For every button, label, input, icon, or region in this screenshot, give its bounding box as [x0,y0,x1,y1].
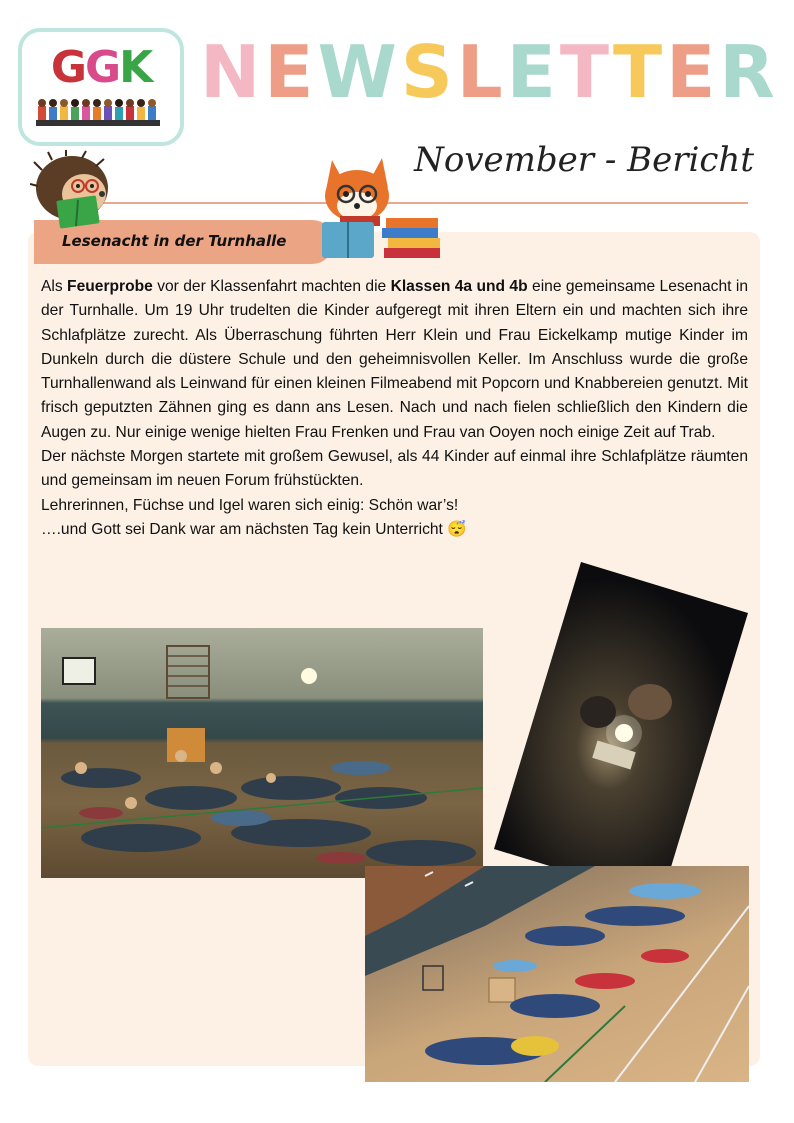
paragraph-4 [41,518,748,542]
photo-gym-movie-night [41,628,483,878]
sleeping-emoji-icon: 😴 [447,520,467,538]
hedgehog-reading-illustration [30,150,120,232]
paragraph-1 [41,275,748,445]
title-letter-2: E [264,30,318,114]
school-logo [18,28,184,146]
fox-reading-illustration [312,152,444,264]
paragraph-2: Der nächste Morgen startete mit großem Gewusel, als 44 Kinder auf einmal ihre Schlafplätze räumten und gemeinsam im neuen Forum frühstückten. [41,448,748,490]
article-body [41,275,748,542]
paragraph-3: Lehrerinnen, Füchse und Igel waren sich einig: Schön war’s! [41,496,459,514]
section-title: Lesenacht in der Turnhalle [62,232,287,250]
p1-bold-a: Feuerprobe [67,278,153,295]
newsletter-title [200,30,779,114]
title-letter-3: W [317,30,401,114]
photo-gym-scene [41,628,483,878]
logo-letter-2: G [84,42,120,93]
p1-text-b: vor der Klassenfahrt machten die [152,278,391,295]
p4-text: ….und Gott sei Dank war am nächsten Tag kein Unterricht [41,520,443,538]
title-letter-1: N [200,30,265,114]
title-letter-7: T [559,30,613,114]
children-illustration [36,98,166,128]
title-letter-8: T [612,30,667,114]
title-letter-5: L [456,30,507,114]
p1-text-a: Als [41,278,68,295]
logo-text [22,42,180,93]
p1-text-c: eine gemeinsame Lesenacht in der Turnhalle. Um 19 Uhr trudelten die Kinder aufgeregt mit ihren Eltern ein und machten sich ihre Schlafplätze zurecht. Als Überraschung führten Herr Klein und Frau Eickelkamp mutige Kinder im Dunkeln durch die düstere Schule und den geheimnisvollen Keller. Im Anschluss wurde die große Turnhallenwand als Leinwand für einen kleinen Filmeabend mit Popcorn und Knabbereien genutzt. Mit frisch geputzten Zähnen ging es dann ans Lesen. Nach und nach fielen schließlich den Kindern die Augen zu. Nur einige wenige hielten Frau Frenken und Frau van Ooyen noch einige Zeit auf Trab. [41,278,748,441]
p1-bold-b: Klassen 4a und 4b [390,278,528,295]
title-letter-9: E [666,30,720,114]
title-letter-4: S [400,30,457,114]
logo-letter-1: G [50,42,85,93]
photo-gym-floor-scene [365,866,749,1082]
photo-gym-sleeping-area [365,866,749,1082]
logo-letter-3: K [119,42,152,93]
title-letter-6: E [506,30,560,114]
report-subtitle: November - Bericht [414,140,754,180]
title-letter-10: R [719,30,779,114]
